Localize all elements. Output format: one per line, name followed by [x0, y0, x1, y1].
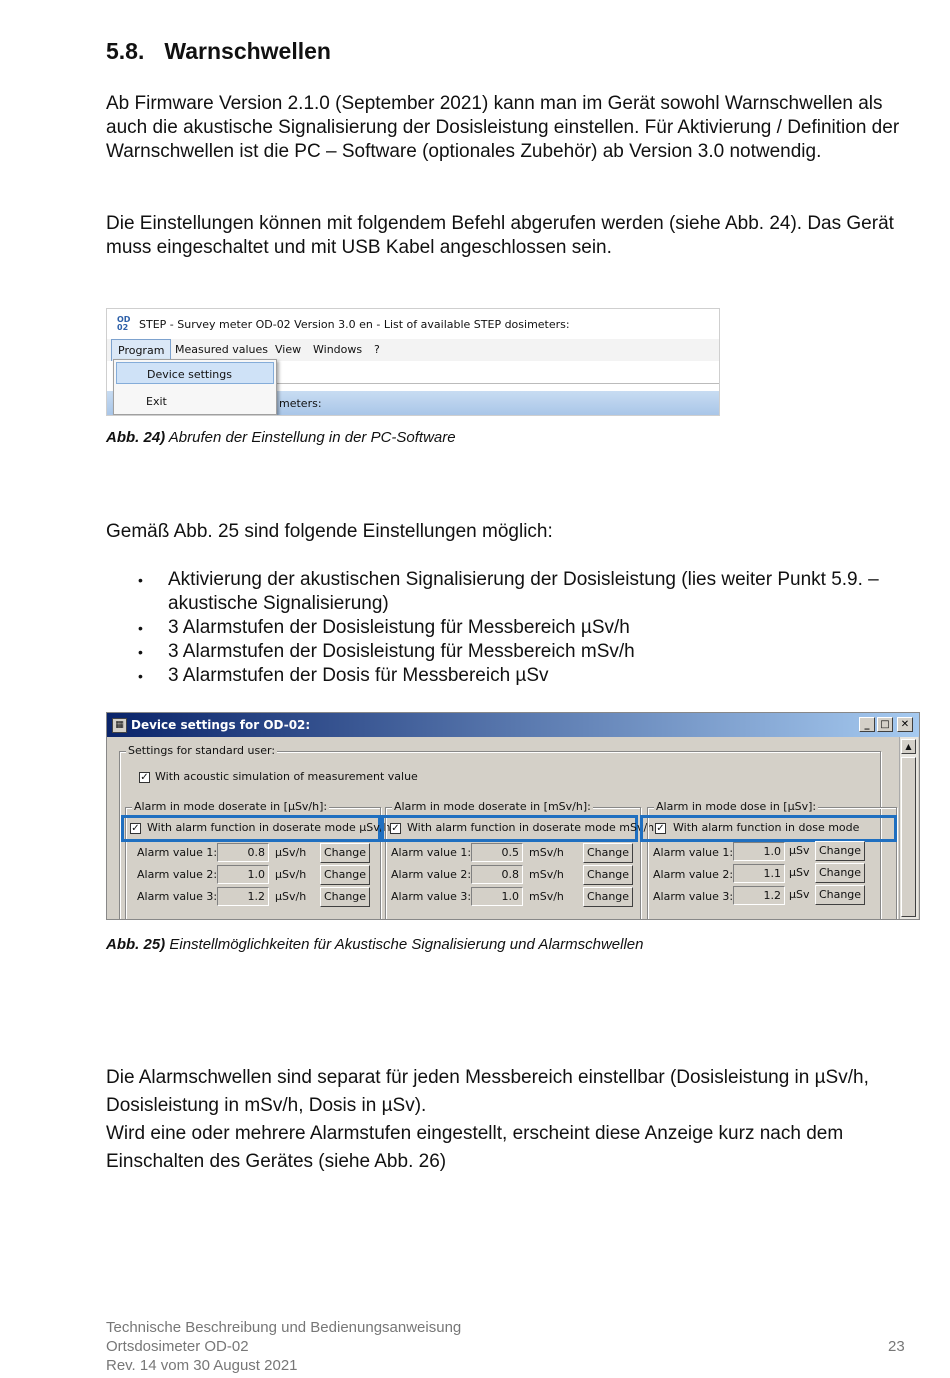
section-number: 5.8. — [106, 38, 145, 64]
caption-text: Abrufen der Einstellung in der PC-Software — [165, 429, 456, 446]
change-button[interactable]: Change — [583, 887, 633, 907]
footer-line: Technische Beschreibung und Bedienungsanweisung — [106, 1319, 462, 1336]
menu-view[interactable]: View — [275, 343, 302, 356]
app-titlebar — [107, 309, 719, 339]
app-logo-icon: OD 02 — [117, 315, 131, 332]
list-item: • 3 Alarmstufen der Dosisleistung für Messbereich µSv/h — [106, 616, 906, 640]
alarm-unit: µSv — [789, 888, 810, 901]
alarm-value-field: 1.0 — [471, 887, 523, 906]
intro-paragraph-1: Ab Firmware Version 2.1.0 (September 2021) kann man im Gerät sowohl Warnschwellen als auch die akustische Signalisierung der Dosisleistung einstellen. Für Aktivierung / Definition der Warnschwellen ist die PC – Software (optionales Zubehör) ab Version 3.0 notwendig. — [106, 93, 900, 162]
menu-help[interactable]: ? — [374, 343, 380, 356]
footer — [106, 1318, 461, 1375]
list-header-text: meters: — [279, 397, 322, 410]
acoustic-checkbox[interactable]: ✓ — [140, 772, 149, 783]
list-item: • 3 Alarmstufen der Dosis für Messbereich µSv — [106, 664, 906, 688]
section-heading — [106, 38, 331, 65]
alarm-value-field: 0.8 — [217, 843, 269, 862]
change-button[interactable]: Change — [320, 843, 370, 863]
alarm-unit: mSv/h — [529, 846, 564, 859]
alarm-unit: µSv — [789, 844, 810, 857]
change-button[interactable]: Change — [815, 863, 865, 883]
group-legend: Settings for standard user: — [128, 744, 276, 757]
change-button[interactable]: Change — [583, 865, 633, 885]
caption-label: Abb. 25) — [106, 936, 166, 953]
group-legend: Alarm in mode doserate in [µSv/h]: — [134, 800, 328, 813]
divider — [275, 383, 719, 384]
alarm-unit: µSv/h — [275, 868, 307, 881]
menu-windows[interactable]: Windows — [313, 343, 363, 356]
alarm-value-field: 0.5 — [471, 843, 523, 862]
app-title: STEP - Survey meter OD-02 Version 3.0 en - List of available STEP dosimeters: — [139, 318, 570, 331]
alarm-unit: µSv — [789, 866, 810, 879]
alarm-unit: mSv/h — [529, 868, 564, 881]
scroll-up-button[interactable]: ▲ — [901, 739, 916, 754]
window-icon: ▦ — [112, 718, 127, 733]
figure-24-screenshot — [106, 308, 720, 416]
list-item: • 3 Alarmstufen der Dosisleistung für Messbereich mSv/h — [106, 640, 906, 664]
group-legend: Alarm in mode dose in [µSv]: — [656, 800, 817, 813]
maximize-button[interactable]: □ — [877, 717, 893, 732]
change-button[interactable]: Change — [320, 865, 370, 885]
change-button[interactable]: Change — [583, 843, 633, 863]
alarm-label: Alarm value 1: — [653, 846, 734, 859]
figure-25-screenshot — [106, 712, 920, 920]
caption-label: Abb. 24) — [106, 429, 166, 446]
close-button[interactable]: ✕ — [897, 717, 913, 732]
alarm-label: Alarm value 3: — [391, 890, 472, 903]
footer-line: Ortsdosimeter OD-02 — [106, 1338, 249, 1355]
group-legend: Alarm in mode doserate in [mSv/h]: — [394, 800, 591, 813]
alarm-label: Alarm value 3: — [137, 890, 218, 903]
change-button[interactable]: Change — [815, 841, 865, 861]
alarm-value-field: 0.8 — [471, 865, 523, 884]
alarm-usvh-checkbox[interactable]: ✓ — [131, 823, 140, 834]
minimize-button[interactable]: _ — [859, 717, 875, 732]
page-number: 23 — [888, 1338, 905, 1355]
alarm-label: Alarm value 2: — [653, 868, 734, 881]
menu-item-exit[interactable]: Exit — [146, 395, 167, 408]
alarm-value-field: 1.0 — [217, 865, 269, 884]
figure-24-caption — [106, 429, 456, 446]
alarm-unit: mSv/h — [529, 890, 564, 903]
menu-item-device-settings[interactable]: Device settings — [116, 362, 274, 384]
vertical-scrollbar[interactable] — [899, 737, 918, 919]
closing-paragraph-1: Die Alarmschwellen sind separat für jeden Messbereich einstellbar (Dosisleistung in µSv/h, Dosisleistung in mSv/h, Dosis in µSv). — [106, 1067, 869, 1116]
scroll-thumb[interactable] — [901, 757, 916, 917]
alarm-label: Alarm value 3: — [653, 890, 734, 903]
alarm-dose-checkbox-label: With alarm function in dose mode — [673, 821, 860, 834]
intro-paragraph-2: Die Einstellungen können mit folgendem Befehl abgerufen werden (siehe Abb. 24). Das Gerät muss eingeschaltet und mit USB Kabel angeschlossen sein. — [106, 213, 894, 258]
footer-line: Rev. 14 vom 30 August 2021 — [106, 1357, 298, 1374]
options-list — [106, 568, 906, 688]
alarm-unit: µSv/h — [275, 890, 307, 903]
section-title: Warnschwellen — [164, 38, 331, 64]
change-button[interactable]: Change — [815, 885, 865, 905]
alarm-usvh-checkbox-label: With alarm function in doserate mode µSv/h — [147, 821, 391, 834]
alarm-dose-checkbox[interactable]: ✓ — [656, 823, 665, 834]
figure-25-caption — [106, 936, 643, 953]
change-button[interactable]: Change — [320, 887, 370, 907]
alarm-label: Alarm value 1: — [137, 846, 218, 859]
alarm-unit: µSv/h — [275, 846, 307, 859]
alarm-label: Alarm value 1: — [391, 846, 472, 859]
alarm-value-field: 1.2 — [217, 887, 269, 906]
alarm-value-field: 1.2 — [733, 886, 785, 905]
alarm-label: Alarm value 2: — [137, 868, 218, 881]
menu-measured-values[interactable]: Measured values — [175, 343, 269, 356]
alarm-msvh-checkbox[interactable]: ✓ — [391, 823, 400, 834]
alarm-value-field: 1.0 — [733, 842, 785, 861]
alarm-value-field: 1.1 — [733, 864, 785, 883]
list-item: • Aktivierung der akustischen Signalisierung der Dosisleistung (lies weiter Punkt 5.9. – akustische Signalisierung) — [106, 568, 906, 616]
program-dropdown — [113, 359, 277, 415]
acoustic-checkbox-label: With acoustic simulation of measurement value — [155, 770, 418, 783]
dialog-titlebar — [107, 713, 919, 737]
caption-text: Einstellmöglichkeiten für Akustische Signalisierung und Alarmschwellen — [165, 936, 644, 953]
closing-paragraph-2: Wird eine oder mehrere Alarmstufen eingestellt, erscheint diese Anzeige kurz nach dem Einschalten des Gerätes (siehe Abb. 26) — [106, 1123, 844, 1172]
dialog-title: Device settings for OD-02: — [131, 718, 311, 732]
alarm-label: Alarm value 2: — [391, 868, 472, 881]
menu-program[interactable]: Program — [111, 339, 171, 361]
alarm-msvh-checkbox-label: With alarm function in doserate mode mSv/h — [407, 821, 655, 834]
options-intro: Gemäß Abb. 25 sind folgende Einstellungen möglich: — [106, 521, 553, 542]
